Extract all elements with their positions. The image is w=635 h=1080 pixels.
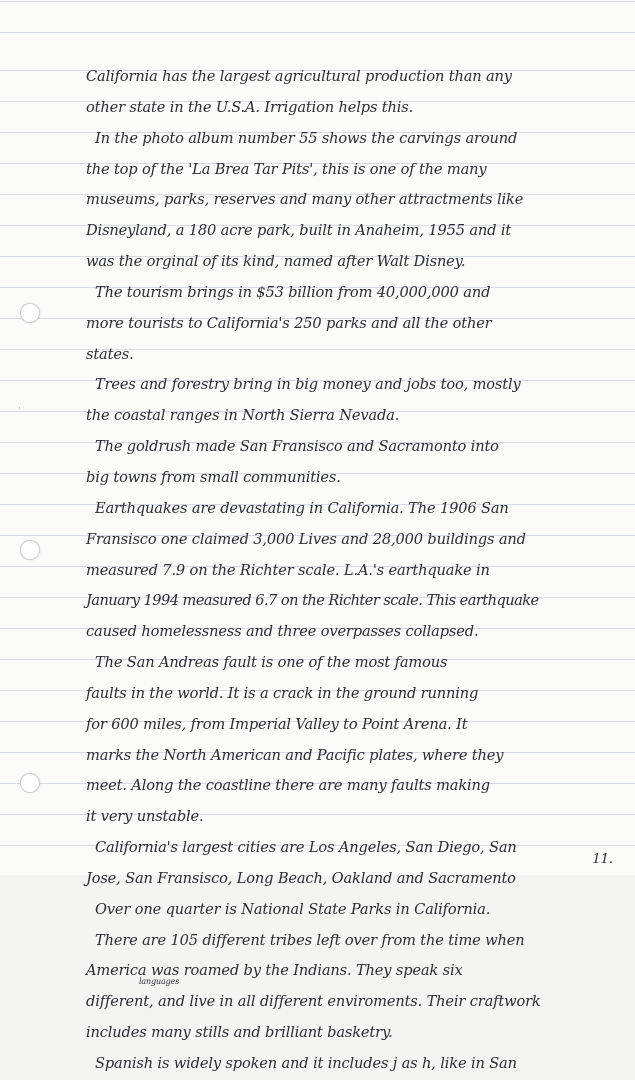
essay-line: includes many stills and brilliant basketry. xyxy=(86,1024,393,1042)
essay-line: the top of the 'La Brea Tar Pits', this is one of the many xyxy=(86,160,487,178)
essay-line: other state in the U.S.A. Irrigation helps this. xyxy=(86,98,414,116)
essay-line: There are 105 different tribes left over from the time when xyxy=(95,931,525,949)
essay-line: Fransisco one claimed 3,000 Lives and 28,000 buildings and xyxy=(86,530,526,548)
essay-line: was the orginal of its kind, named after Walt Disney. xyxy=(86,253,466,271)
binder-hole-top xyxy=(20,303,40,323)
essay-line: it very unstable. xyxy=(86,808,204,826)
essay-line: The goldrush made San Fransisco and Sacramonto into xyxy=(95,438,499,456)
essay-line: for 600 miles, from Imperial Valley to Point Arena. It xyxy=(86,715,468,733)
essay-line-with-insertion xyxy=(86,977,616,1018)
handwritten-essay xyxy=(86,62,616,1080)
essay-line: In the photo album number 55 shows the carvings around xyxy=(95,129,518,147)
binder-hole-middle xyxy=(20,540,40,560)
essay-line: more tourists to California's 250 parks and all the other xyxy=(86,314,492,332)
binder-hole-bottom xyxy=(20,773,40,793)
essay-line: measured 7.9 on the Richter scale. L.A.'s earthquake in xyxy=(86,561,490,579)
paper-mark: · xyxy=(18,404,21,414)
essay-line: January 1994 measured 6.7 on the Richter scale. This earthquake xyxy=(86,592,539,610)
essay-line: Over one quarter is National State Parks in California. xyxy=(95,900,491,918)
essay-line: different, and live in all different enviroments. Their craftwork xyxy=(86,993,541,1011)
essay-line: museums, parks, reserves and many other attractments like xyxy=(86,191,524,209)
essay-line: Jose, San Fransisco, Long Beach, Oakland and Sacramento xyxy=(86,869,516,887)
essay-line: states. xyxy=(86,345,134,363)
essay-line: The San Andreas fault is one of the most famous xyxy=(95,654,448,672)
essay-line: America was roamed by the Indians. They speak six xyxy=(86,962,463,980)
essay-line: California has the largest agricultural production than any xyxy=(86,68,512,85)
essay-line: the coastal ranges in North Sierra Nevada. xyxy=(86,407,400,425)
essay-line: The tourism brings in $53 billion from 40,000,000 and xyxy=(95,283,491,301)
page-number: 11. xyxy=(592,852,613,867)
essay-line: Disneyland, a 180 acre park, built in Anaheim, 1955 and it xyxy=(86,222,512,240)
essay-line: faults in the world. It is a crack in the ground running xyxy=(86,684,479,702)
essay-line: big towns from small communities. xyxy=(86,468,341,486)
inserted-word: languages xyxy=(139,977,180,987)
essay-line: Trees and forestry bring in big money and jobs too, mostly xyxy=(95,376,521,394)
essay-line: caused homelessness and three overpasses collapsed. xyxy=(86,623,479,641)
essay-line: Earthquakes are devastating in California. The 1906 San xyxy=(95,499,509,517)
essay-line: meet. Along the coastline there are many faults making xyxy=(86,777,490,795)
essay-line: California's largest cities are Los Angeles, San Diego, San xyxy=(95,839,517,857)
essay-line: Spanish is widely spoken and it includes j as h, like in San xyxy=(95,1055,517,1072)
essay-line: marks the North American and Pacific plates, where they xyxy=(86,746,504,764)
